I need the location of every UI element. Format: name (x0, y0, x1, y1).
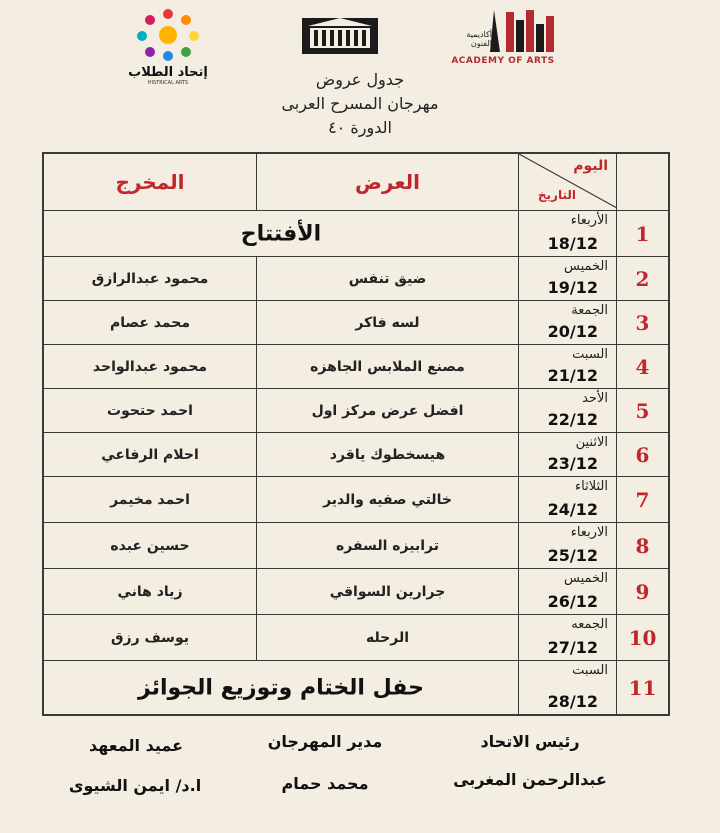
schedule-table (42, 152, 670, 716)
row-number: 10 (628, 625, 657, 650)
row-date: 26/12 (547, 592, 598, 611)
table-row (44, 210, 668, 256)
academy-name-arabic: أكاديمية الفنون (466, 30, 492, 48)
row-show: الرحله (365, 629, 410, 646)
table-row (44, 256, 668, 300)
row-number-cell (616, 615, 668, 660)
row-number-cell (616, 433, 668, 476)
row-date: 20/12 (547, 322, 598, 341)
row-number: 11 (628, 675, 657, 700)
row-day: الأربعاء (570, 213, 608, 228)
table-row (44, 522, 668, 568)
row-date-cell (518, 211, 616, 256)
row-show-cell (256, 301, 518, 344)
row-date: 25/12 (547, 546, 598, 565)
row-director: احلام الرفاعي (101, 446, 199, 463)
row-date-cell (518, 345, 616, 388)
institute-dean-name: ا.د/ ايمن الشيوى (68, 776, 202, 795)
row-number-cell (616, 569, 668, 614)
schedule-title: جدول عروض (315, 70, 405, 89)
row-director: حسين عبده (110, 537, 190, 554)
row-day: الاربعاء (570, 525, 608, 540)
row-show-cell (256, 569, 518, 614)
row-director-cell (44, 569, 256, 614)
academy-of-arts-logo (448, 6, 558, 68)
row-date: 18/12 (547, 234, 598, 253)
row-date-cell (518, 661, 616, 714)
students-union-logo (128, 6, 208, 90)
row-number-cell (616, 301, 668, 344)
row-number: 3 (635, 310, 650, 335)
table-row (44, 344, 668, 388)
row-show: جرارين السواقي (329, 583, 446, 600)
row-day: الخميس (564, 571, 608, 586)
row-director-cell (44, 389, 256, 432)
row-director: يوسف رزق (111, 629, 189, 646)
row-number: 8 (635, 533, 650, 558)
row-show: مصنع الملابس الجاهزه (310, 358, 465, 375)
row-show-cell (256, 257, 518, 300)
row-show: ترابيزه السفره (336, 537, 439, 554)
row-number-cell (616, 477, 668, 522)
table-header-row (44, 154, 668, 210)
row-date-cell (518, 477, 616, 522)
row-director: زياد هاني (117, 583, 183, 600)
row-date: 19/12 (547, 278, 598, 297)
row-event-cell (44, 211, 518, 256)
row-number: 9 (635, 579, 650, 604)
row-show: ضيق تنفس (348, 270, 427, 287)
institute-dean-title: عميد المعهد (88, 736, 184, 755)
row-date-cell (518, 301, 616, 344)
row-number: 4 (635, 354, 650, 379)
row-day: الجمعة (571, 303, 608, 318)
row-day: الثلاثاء (575, 479, 608, 494)
row-show: لسه فاكر (355, 314, 420, 331)
table-row (44, 432, 668, 476)
union-president-name: عبدالرحمن المغربى (453, 770, 607, 789)
closing-event: حفل الختام وتوزيع الجوائز (138, 675, 424, 700)
row-date-cell (518, 389, 616, 432)
table-row (44, 300, 668, 344)
union-president-title: رئيس الاتحاد (480, 732, 580, 751)
students-union-caption: إتحاد الطلاب (128, 65, 208, 80)
header-number-cell (616, 154, 668, 210)
row-number: 7 (635, 487, 650, 512)
row-date-cell (518, 615, 616, 660)
festival-name: مهرجان المسرح العربى (281, 94, 439, 113)
row-director-cell (44, 257, 256, 300)
row-number-cell (616, 661, 668, 714)
row-director-cell (44, 345, 256, 388)
header-day-date-cell (518, 154, 616, 210)
row-date: 22/12 (547, 410, 598, 429)
row-director-cell (44, 615, 256, 660)
header-director: المخرج (115, 170, 185, 194)
row-number-cell (616, 257, 668, 300)
row-date-cell (518, 433, 616, 476)
row-date: 27/12 (547, 638, 598, 657)
row-show-cell (256, 345, 518, 388)
row-director-cell (44, 433, 256, 476)
row-day: السبت (572, 663, 608, 678)
row-day: الاثنين (575, 435, 608, 450)
header-show: العرض (355, 170, 420, 194)
row-day: الجمعه (571, 617, 608, 632)
header-day: اليوم (573, 158, 608, 174)
row-director-cell (44, 523, 256, 568)
row-date: 21/12 (547, 366, 598, 385)
theater-building-icon (300, 14, 380, 58)
row-show: خالتي صفيه والدير (323, 491, 452, 508)
row-date-cell (518, 257, 616, 300)
row-number: 2 (635, 266, 650, 291)
row-director-cell (44, 301, 256, 344)
row-show: افضل عرض مركز اول (311, 402, 464, 419)
schedule-header (200, 68, 520, 140)
table-row (44, 388, 668, 432)
header-show-cell (256, 154, 518, 210)
row-day: السبت (572, 347, 608, 362)
row-show-cell (256, 477, 518, 522)
row-director: محمود عبدالرازق (91, 270, 209, 287)
row-date: 23/12 (547, 454, 598, 473)
table-row (44, 568, 668, 614)
row-date-cell (518, 569, 616, 614)
header-director-cell (44, 154, 256, 210)
opening-event: الأفتتاح (240, 221, 322, 246)
row-number: 6 (635, 442, 650, 467)
table-row (44, 660, 668, 714)
students-union-subcaption: HISTRICAL ARTS (147, 80, 189, 86)
row-director-cell (44, 477, 256, 522)
row-number-cell (616, 211, 668, 256)
table-row (44, 614, 668, 660)
row-director: محمود عبدالواحد (92, 358, 208, 375)
row-number: 5 (635, 398, 650, 423)
academy-name-english: ACADEMY OF ARTS (451, 56, 555, 66)
header-date: التاريخ (537, 188, 576, 202)
row-show-cell (256, 615, 518, 660)
row-show-cell (256, 389, 518, 432)
row-show-cell (256, 433, 518, 476)
row-director: احمد مخيمر (110, 491, 190, 508)
row-number-cell (616, 523, 668, 568)
row-day: الخميس (564, 259, 608, 274)
festival-director-name: محمد حمام (281, 774, 369, 793)
table-row (44, 476, 668, 522)
row-director: محمد عصام (110, 314, 190, 331)
row-event-cell (44, 661, 518, 714)
row-show-cell (256, 523, 518, 568)
row-director: احمد حتحوت (107, 402, 193, 419)
theater-building-logo (300, 14, 380, 58)
row-number-cell (616, 389, 668, 432)
row-number-cell (616, 345, 668, 388)
row-show: هيسخطوك ياقرد (329, 446, 446, 463)
people-circle-icon (128, 6, 208, 62)
festival-director-title: مدير المهرجان (267, 732, 383, 751)
row-number: 1 (635, 221, 650, 246)
row-date-cell (518, 523, 616, 568)
festival-edition: الدورة ٤٠ (328, 118, 392, 137)
row-date: 28/12 (547, 692, 598, 711)
row-day: الأحد (582, 391, 608, 406)
row-date: 24/12 (547, 500, 598, 519)
